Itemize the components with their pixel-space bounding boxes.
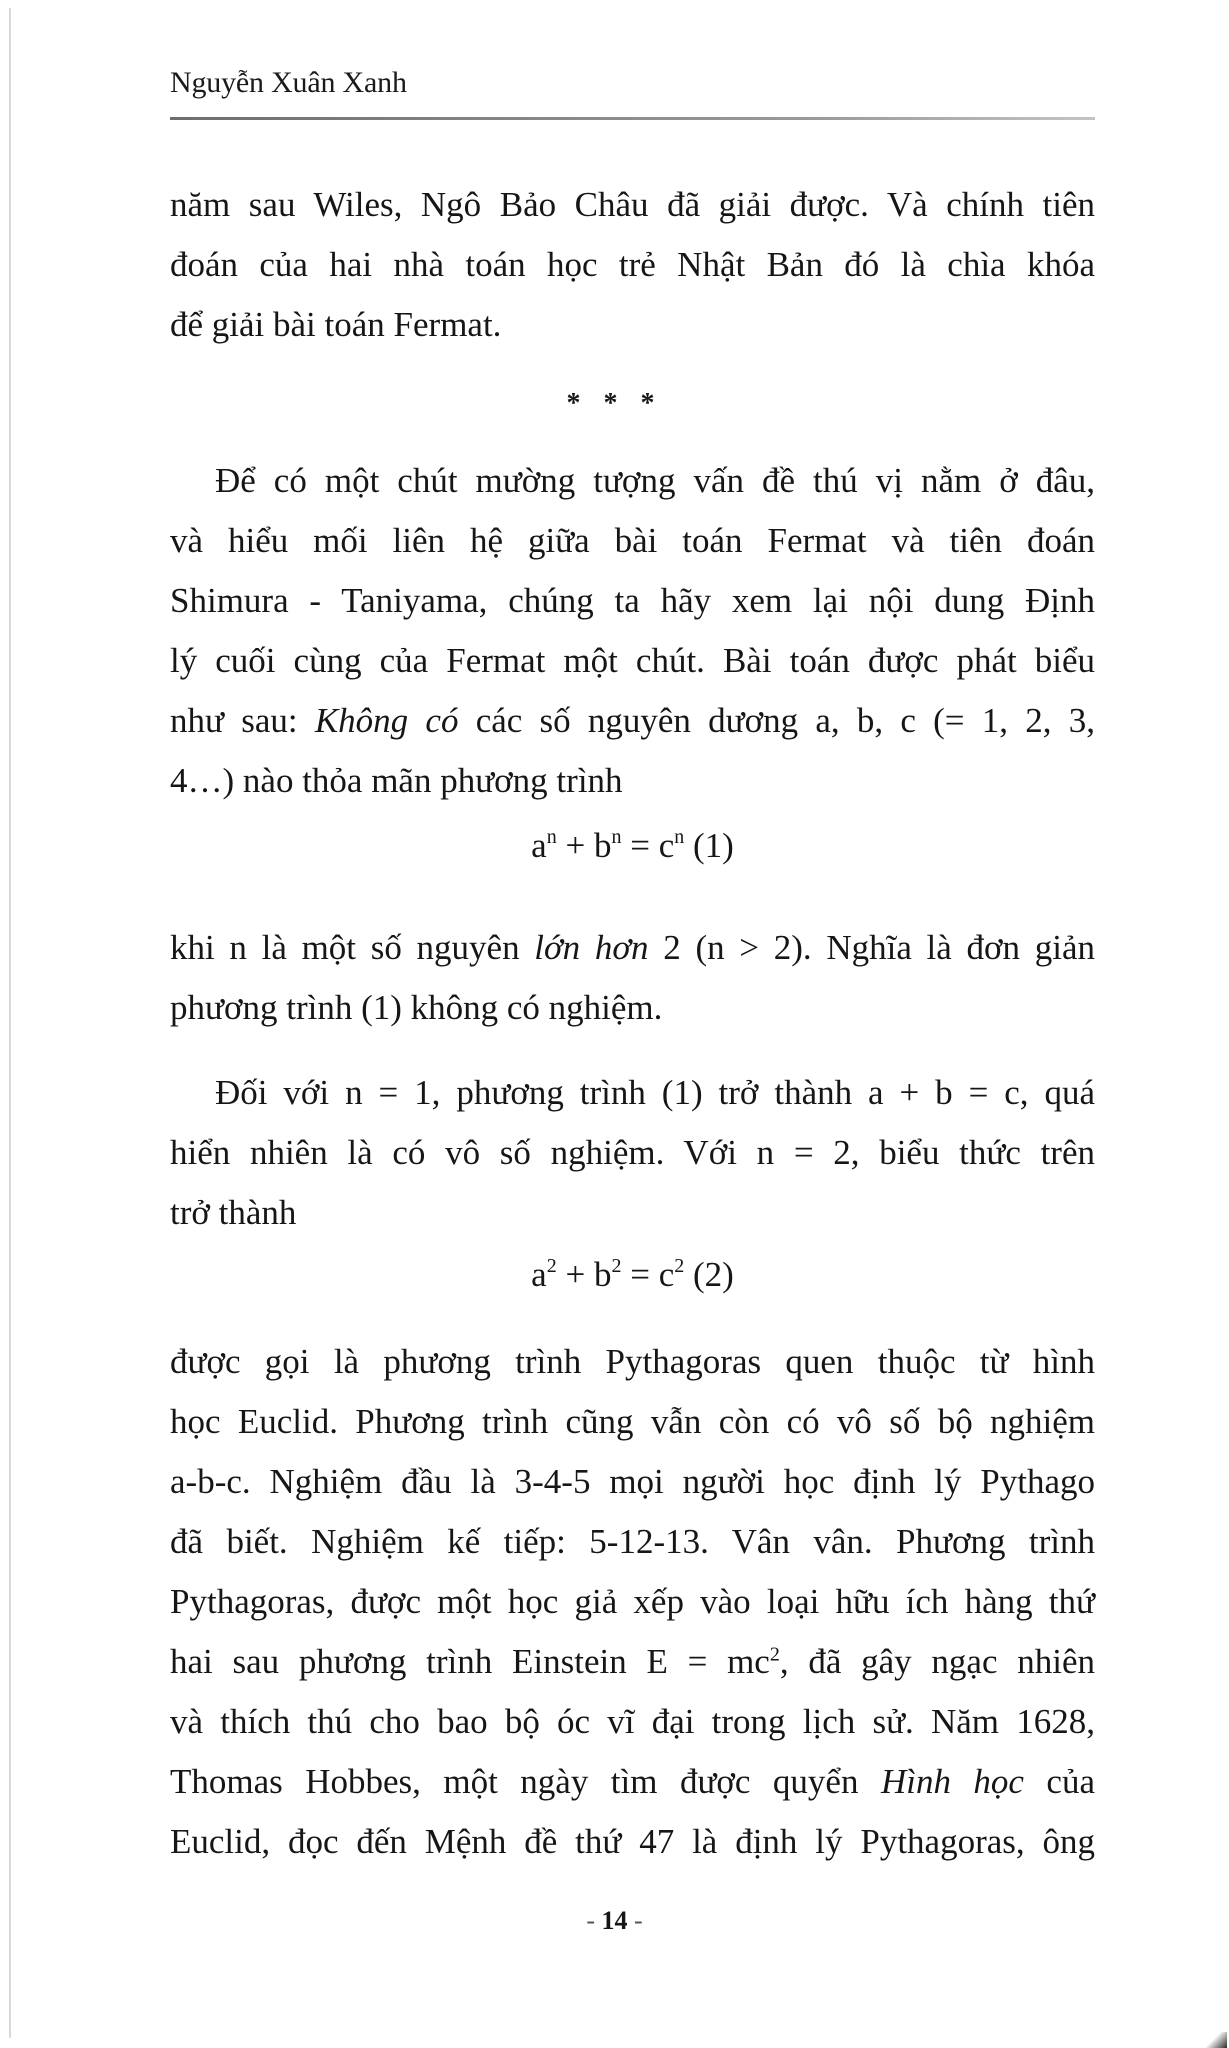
- text-line: [170, 1632, 1095, 1692]
- text-line: để giải bài toán Fermat.: [170, 305, 502, 344]
- text-line: năm sau Wiles, Ngô Bảo Châu đã giải được. Và chính tiên: [170, 185, 1095, 224]
- text-segment: các số nguyên dương a, b, c (= 1, 2, 3,: [458, 701, 1095, 740]
- italic-book-title: Hình học: [880, 1762, 1024, 1801]
- text-line: đã biết. Nghiệm kế tiếp: 5-12-13. Vân vân. Phương trình: [170, 1522, 1095, 1561]
- text-segment: hai sau phương trình Einstein E = mc: [170, 1642, 770, 1681]
- paragraph-cases: [170, 1063, 1095, 1243]
- text-line: trở thành: [170, 1193, 297, 1232]
- eq-exponent: n: [611, 826, 622, 848]
- text-line: Đối với n = 1, phương trình (1) trở thành a + b = c, quá: [215, 1073, 1095, 1112]
- eq-label: (1): [684, 826, 734, 865]
- page-corner-shadow: [1205, 2032, 1227, 2048]
- text-line: Pythagoras, được một học giả xếp vào loại hữu ích hàng thứ: [170, 1582, 1095, 1621]
- eq-exponent: n: [546, 826, 557, 848]
- eq-operator: +: [556, 826, 594, 865]
- text-line: và hiểu mối liên hệ giữa bài toán Fermat và tiên đoán: [170, 521, 1095, 560]
- text-segment: , đã gây ngạc nhiên: [779, 1642, 1095, 1681]
- eq-exponent: 2: [674, 1255, 685, 1277]
- eq-exponent: n: [674, 826, 685, 848]
- eq-var-b: b: [593, 1255, 612, 1294]
- text-line: được gọi là phương trình Pythagoras quen thuộc từ hình: [170, 1342, 1095, 1381]
- eq-var-b: b: [593, 826, 612, 865]
- paragraph-fermat-intro: [170, 451, 1095, 811]
- text-line: Shimura - Taniyama, chúng ta hãy xem lại nội dung Định: [170, 581, 1095, 620]
- text-line: học Euclid. Phương trình cũng vẫn còn có vô số bộ nghiệm: [170, 1402, 1095, 1441]
- text-line: lý cuối cùng của Fermat một chút. Bài toán được phát biểu: [170, 641, 1095, 680]
- text-segment: như sau:: [170, 701, 315, 740]
- text-segment: 2 (n > 2). Nghĩa là đơn giản: [648, 928, 1095, 967]
- page-number-dash: -: [627, 1906, 643, 1935]
- eq-var-c: c: [658, 1255, 675, 1294]
- eq-exponent: 2: [546, 1255, 557, 1277]
- italic-emphasis: Không có: [314, 701, 459, 740]
- text-segment: Thomas Hobbes, một ngày tìm được quyển: [170, 1762, 881, 1801]
- eq-operator: =: [621, 1255, 659, 1294]
- text-line: Để có một chút mường tượng vấn đề thú vị nằm ở đâu,: [215, 461, 1095, 500]
- superscript: 2: [769, 1643, 780, 1666]
- eq-exponent: 2: [611, 1255, 622, 1277]
- paragraph-pythagoras: [170, 1332, 1095, 1872]
- text-segment: của: [1023, 1762, 1095, 1801]
- text-line: [170, 1752, 1095, 1812]
- running-head-author: Nguyễn Xuân Xanh: [170, 66, 407, 99]
- paragraph-continuation: [170, 175, 1095, 355]
- section-separator-asterisks: * * *: [566, 388, 663, 419]
- text-line: [170, 691, 1095, 751]
- text-line: hiển nhiên là có vô số nghiệm. Với n = 2, biểu thức trên: [170, 1133, 1095, 1172]
- page-edge-shadow: [9, 8, 11, 2038]
- text-line: đoán của hai nhà toán học trẻ Nhật Bản đó là chìa khóa: [170, 245, 1095, 284]
- header-rule: [170, 117, 1095, 120]
- text-line: phương trình (1) không có nghiệm.: [170, 988, 663, 1027]
- page-number-value: 14: [601, 1906, 628, 1935]
- eq-var-c: c: [658, 826, 675, 865]
- text-line: 4…) nào thỏa mãn phương trình: [170, 761, 623, 800]
- page-number: [0, 1906, 1229, 1936]
- eq-var-a: a: [531, 1255, 547, 1294]
- equation-fermat: [0, 826, 1229, 866]
- text-segment: khi n là một số nguyên: [170, 928, 535, 967]
- eq-label: (2): [684, 1255, 734, 1294]
- paragraph-condition: [170, 918, 1095, 1038]
- text-line: a-b-c. Nghiệm đầu là 3-4-5 mọi người học định lý Pythago: [170, 1462, 1095, 1501]
- eq-var-a: a: [531, 826, 547, 865]
- text-line: Euclid, đọc đến Mệnh đề thứ 47 là định lý Pythagoras, ông: [170, 1822, 1095, 1861]
- text-line: [170, 918, 1095, 978]
- text-line: và thích thú cho bao bộ óc vĩ đại trong lịch sử. Năm 1628,: [170, 1702, 1095, 1741]
- italic-emphasis: lớn hơn: [534, 928, 649, 967]
- eq-operator: =: [621, 826, 659, 865]
- eq-operator: +: [556, 1255, 594, 1294]
- equation-pythagoras: [0, 1255, 1229, 1295]
- page-number-dash: -: [586, 1906, 602, 1935]
